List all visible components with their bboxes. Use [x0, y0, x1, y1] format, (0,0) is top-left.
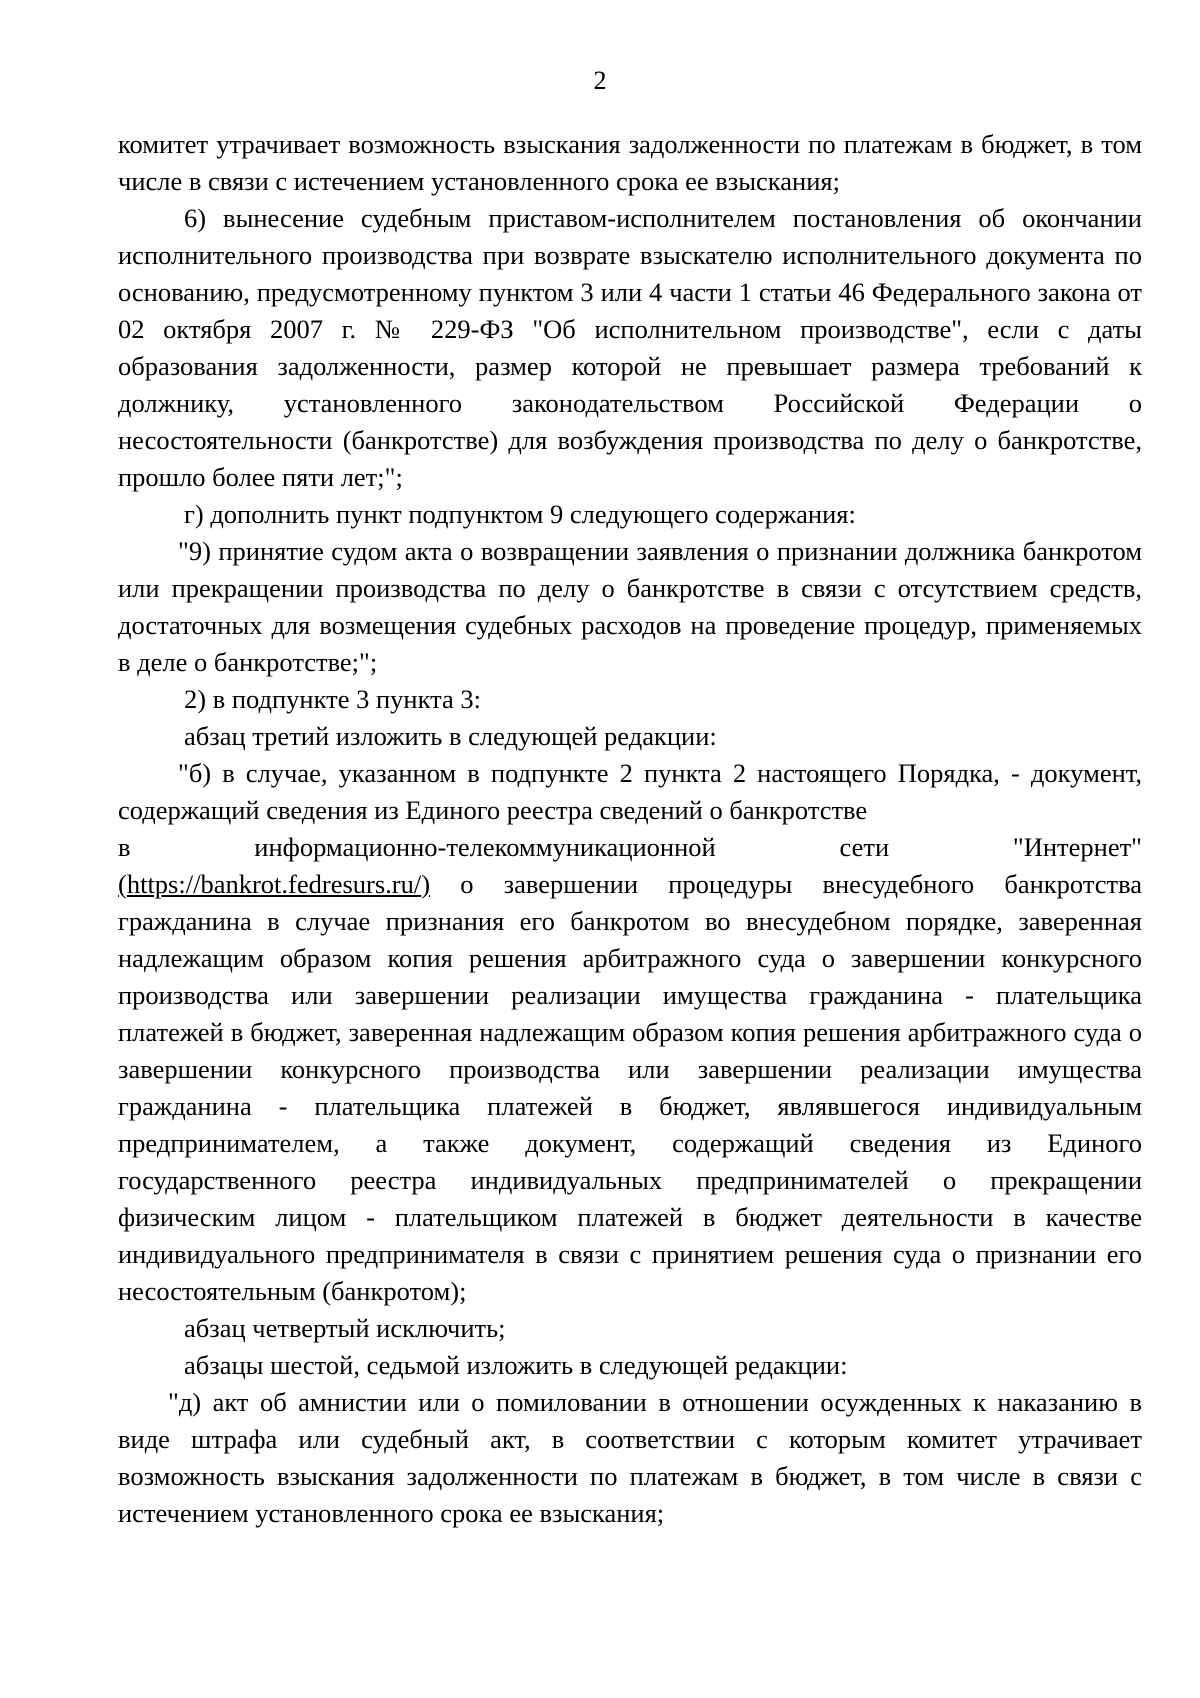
paragraph-continuation: комитет утрачивает возможность взыскания задолженности по платежам в бюджет, в том числе в связи с истечением установленного срока ее взыскания;: [118, 129, 1142, 196]
paragraph-item-6: 6) вынесение судебным приставом-исполнителем постановления об окончании исполнительного производства при возврате взыскателю исполнительного документа по основанию, предусмотренному пунктом 3 или 4 части 1 статьи 46 Федерального закона от 02 октября 2007 г. № 229-ФЗ "Об исполнительном производстве", если с даты образования задолженности, размер которой не превышает размера требований к должнику, установленного законодательством Российской Федерации о несостоятельности (банкротстве) для возбуждения производства по делу о банкротстве, прошло более пяти лет;";: [118, 203, 1142, 492]
paragraph-item-2: 2) в подпункте 3 пункта 3:: [184, 684, 482, 714]
fedresurs-link-close: ): [421, 869, 431, 899]
paragraph-item-b-spread-line: [118, 829, 1142, 866]
paragraph-abzac-4: абзац четвертый исключить;: [184, 1313, 506, 1343]
word-seti: сети: [839, 832, 890, 862]
paragraph-item-9: "9) принятие судом акта о возвращении заявления о признании должника банкротом или прекращении производства по делу о банкротстве в связи с отсутствием средств, достаточных для возмещения судебных расходов на проведение процедур, применяемых в деле о банкротстве;";: [118, 536, 1142, 677]
paragraph-item-b: [118, 755, 1142, 1310]
paragraph-item-g: г) дополнить пункт подпунктом 9 следующего содержания:: [184, 499, 856, 529]
paragraph-item-b-lead: "б) в случае, указанном в подпункте 2 пункта 2 настоящего Порядка, - документ, содержащий сведения из Единого реестра сведений о банкротстве: [118, 758, 1142, 825]
word-v: в: [118, 832, 131, 862]
paragraph-abzacy-6-7: абзацы шестой, седьмой изложить в следующей редакции:: [184, 1350, 848, 1380]
fedresurs-link[interactable]: https://bankrot.fedresurs.ru/: [126, 869, 422, 899]
paragraph-item-b-text: о завершении процедуры внесудебного банкротства гражданина в случае признания его банкротом во внесудебном порядке, заверенная надлежащим образом копия решения арбитражного суда о завершении конкурсного производства или завершении реализации имущества гражданина - плательщика платежей в бюджет, заверенная надлежащим образом копия решения арбитражного суда о завершении конкурсного производства или завершении реализации имущества гражданина - плательщика платежей в бюджет, являвшегося индивидуальным предпринимателем, а также документ, содержащий сведения из Единого государственного реестра индивидуальных предпринимателей о прекращении физическим лицом - плательщиком платежей в бюджет деятельности в качестве индивидуального предпринимателя в связи с принятием решения суда о признании его несостоятельным (банкротом);: [118, 869, 1142, 1306]
word-infotelecom: информационно-телекоммуникационной: [254, 832, 716, 862]
paragraph-abzac-3: абзац третий изложить в следующей редакции:: [184, 721, 717, 751]
page-number: 2: [593, 66, 607, 95]
word-internet: "Интернет": [1012, 832, 1142, 862]
fedresurs-link-open: (: [118, 869, 127, 899]
paragraph-item-b-rest: [118, 866, 1142, 1310]
document-body: [118, 126, 1142, 1532]
paragraph-item-d: "д) акт об амнистии или о помиловании в отношении осужденных к наказанию в виде штрафа или судебный акт, в соответствии с которым комитет утрачивает возможность взыскания задолженности по платежам в бюджет, в том числе в связи с истечением установленного срока ее взыскания;: [118, 1387, 1142, 1528]
